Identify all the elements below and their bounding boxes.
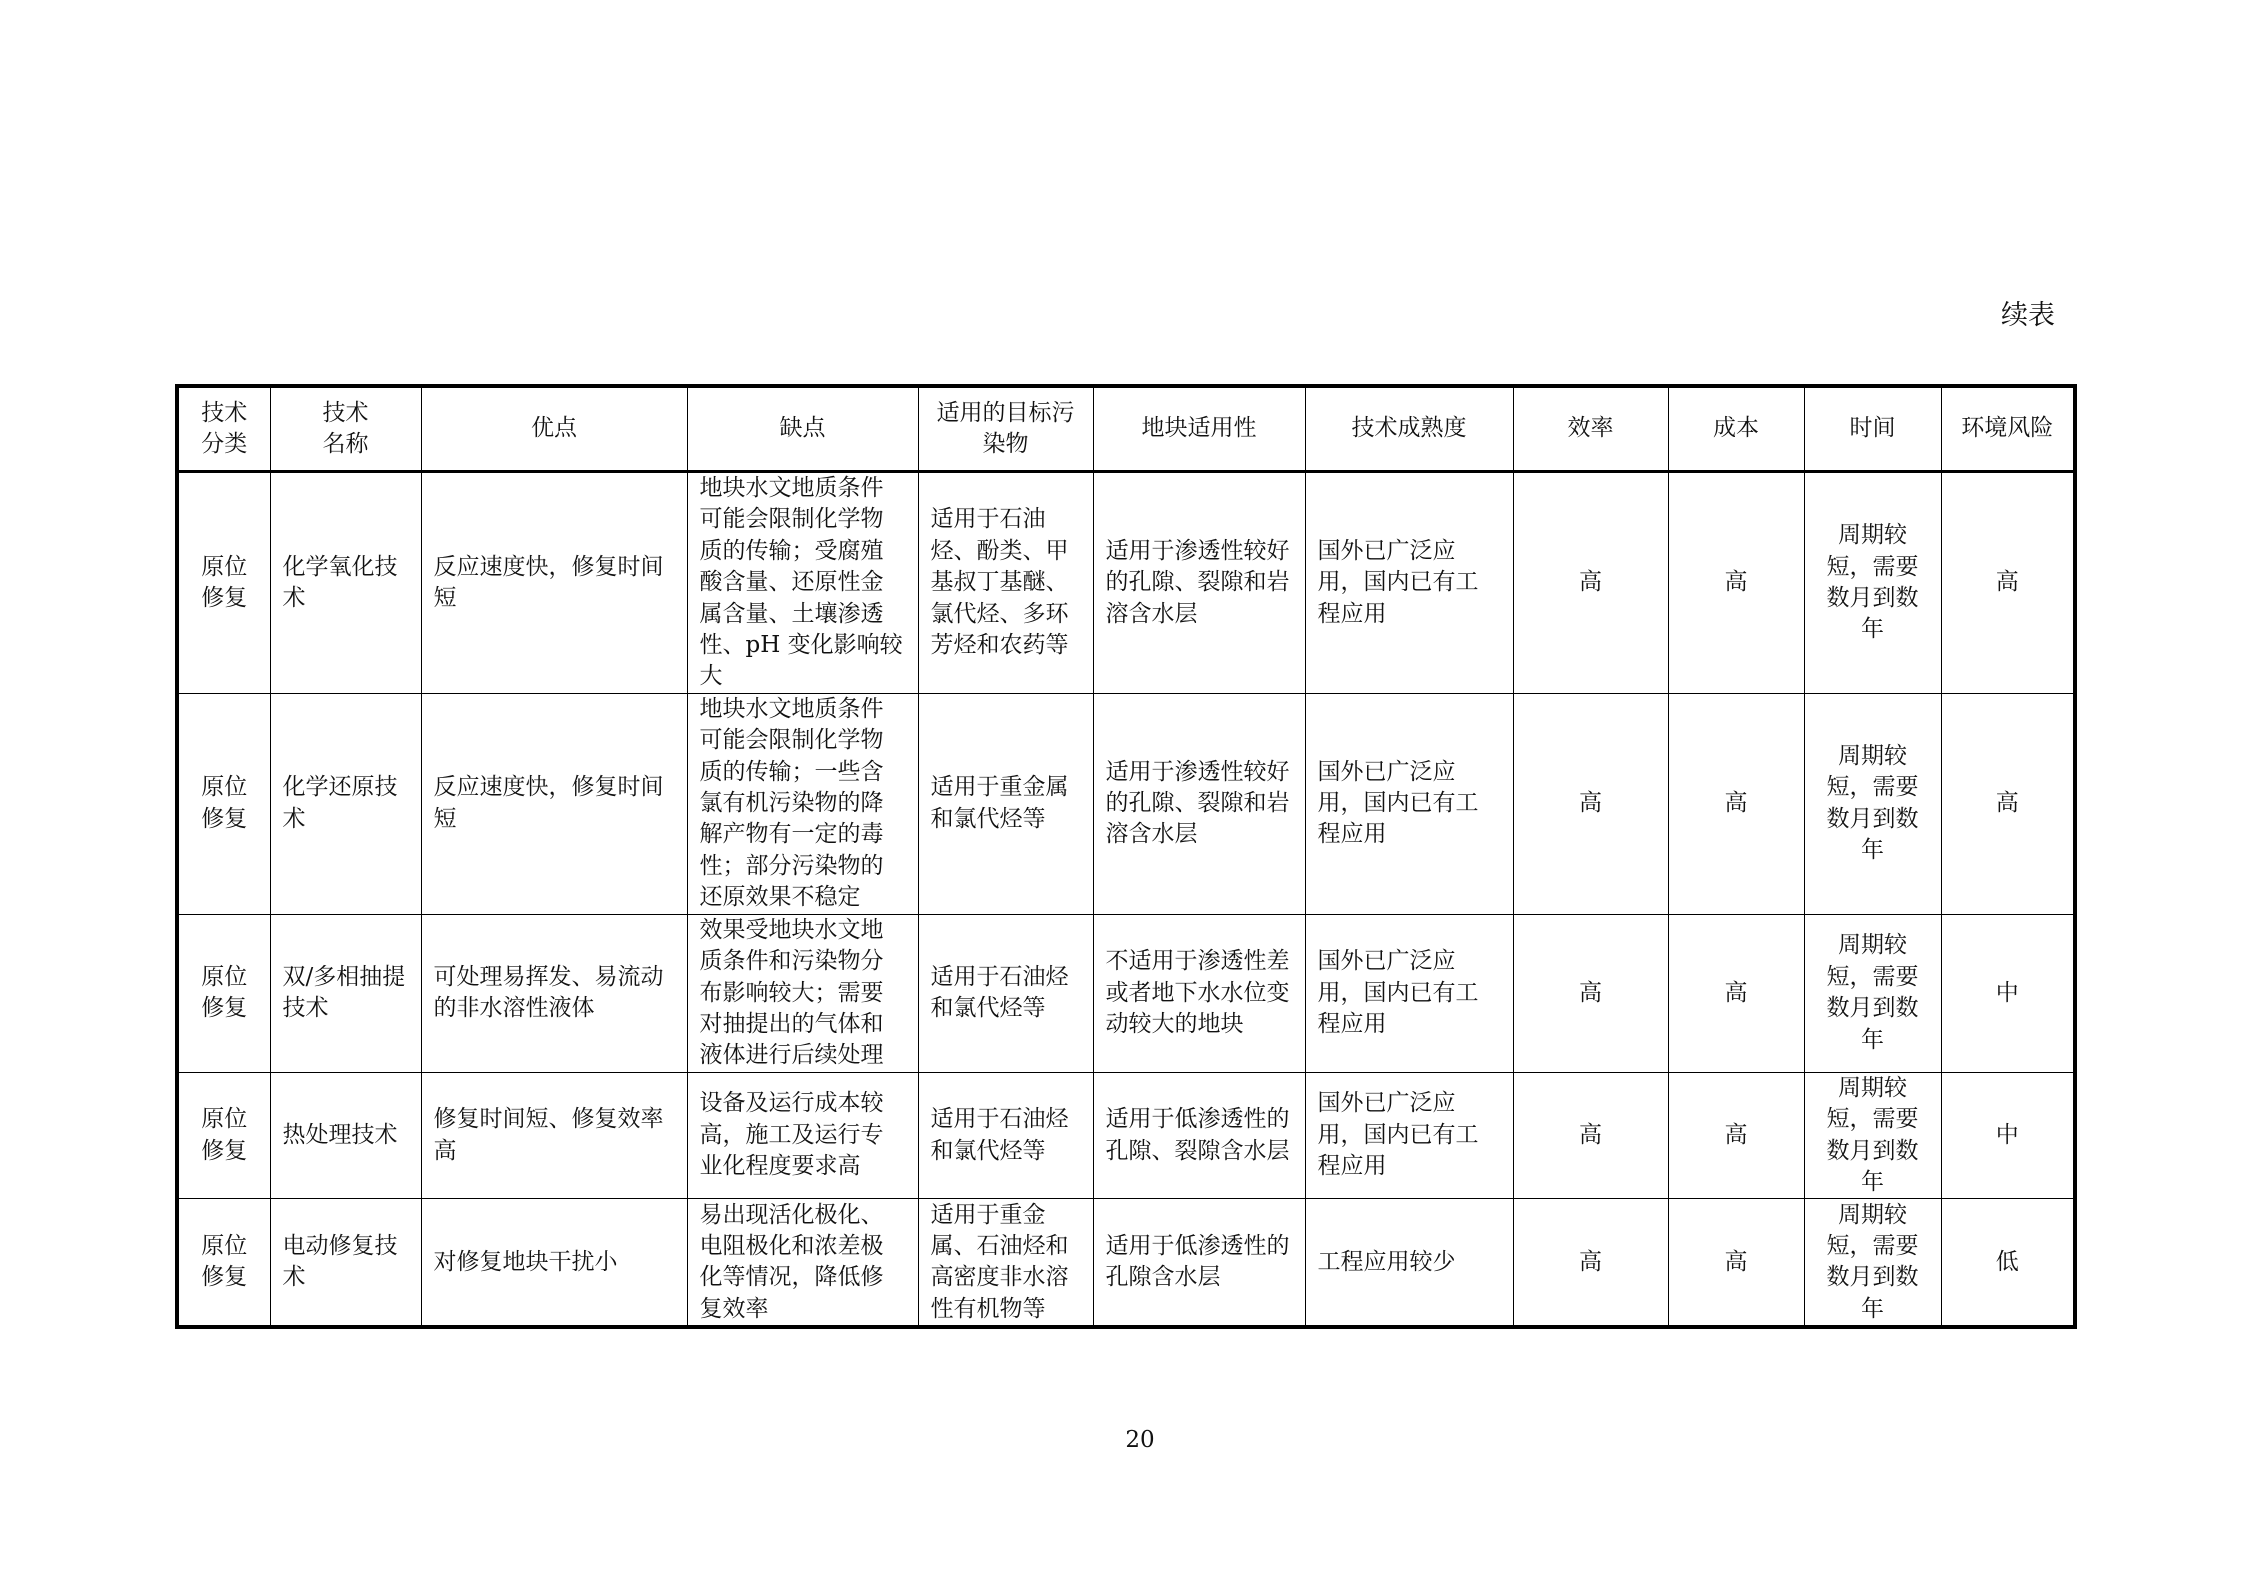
page-number: 20: [1125, 1427, 1155, 1453]
cell-maturity: 国外已广泛应用，国内已有工程应用: [1305, 693, 1513, 914]
cell-environmental-risk: 中: [1941, 1072, 2075, 1199]
cell-environmental-risk: 低: [1941, 1199, 2075, 1328]
cell-maturity: 国外已广泛应用，国内已有工程应用: [1305, 914, 1513, 1072]
cell-advantages: 修复时间短、修复效率高: [421, 1072, 687, 1199]
cell-maturity: 工程应用较少: [1305, 1199, 1513, 1328]
cell-name: 电动修复技术: [270, 1199, 421, 1328]
cell-target-pollutants: 适用于重金属和氯代烃等: [918, 693, 1093, 914]
cell-site-applicability: 适用于低渗透性的孔隙、裂隙含水层: [1093, 1072, 1305, 1199]
cell-efficiency: 高: [1513, 1072, 1668, 1199]
cell-time: 周期较短，需要数月到数年: [1804, 1072, 1941, 1199]
cell-cost: 高: [1668, 914, 1804, 1072]
header-cost: 成本: [1668, 386, 1804, 472]
table-row: [177, 1199, 2075, 1328]
cell-site-applicability: 适用于渗透性较好的孔隙、裂隙和岩溶含水层: [1093, 693, 1305, 914]
cell-disadvantages: 设备及运行成本较高，施工及运行专业化程度要求高: [687, 1072, 918, 1199]
cell-maturity: 国外已广泛应用，国内已有工程应用: [1305, 1072, 1513, 1199]
header-site-applicability: 地块适用性: [1093, 386, 1305, 472]
cell-disadvantages: 地块水文地质条件可能会限制化学物质的传输；一些含氯有机污染物的降解产物有一定的毒性；部分污染物的还原效果不稳定: [687, 693, 918, 914]
cell-target-pollutants: 适用于石油烃和氯代烃等: [918, 1072, 1093, 1199]
cell-efficiency: 高: [1513, 472, 1668, 694]
cell-name: 双/多相抽提技术: [270, 914, 421, 1072]
cell-time: 周期较短，需要数月到数年: [1804, 914, 1941, 1072]
header-efficiency: 效率: [1513, 386, 1668, 472]
cell-advantages: 反应速度快，修复时间短: [421, 693, 687, 914]
cell-category: 原位修复: [177, 1072, 270, 1199]
cell-target-pollutants: 适用于石油烃、酚类、甲基叔丁基醚、氯代烃、多环芳烃和农药等: [918, 472, 1093, 694]
cell-time: 周期较短，需要数月到数年: [1804, 472, 1941, 694]
table-row: [177, 1072, 2075, 1199]
cell-cost: 高: [1668, 1072, 1804, 1199]
cell-disadvantages: 易出现活化极化、电阻极化和浓差极化等情况，降低修复效率: [687, 1199, 918, 1328]
cell-maturity: 国外已广泛应用，国内已有工程应用: [1305, 472, 1513, 694]
header-environmental-risk: 环境风险: [1941, 386, 2075, 472]
cell-category: 原位修复: [177, 472, 270, 694]
header-maturity: 技术成熟度: [1305, 386, 1513, 472]
cell-site-applicability: 适用于渗透性较好的孔隙、裂隙和岩溶含水层: [1093, 472, 1305, 694]
cell-advantages: 对修复地块干扰小: [421, 1199, 687, 1328]
header-advantages: 优点: [421, 386, 687, 472]
cell-disadvantages: 效果受地块水文地质条件和污染物分布影响较大；需要对抽提出的气体和液体进行后续处理: [687, 914, 918, 1072]
table-row: [177, 472, 2075, 694]
cell-advantages: 反应速度快，修复时间短: [421, 472, 687, 694]
cell-efficiency: 高: [1513, 914, 1668, 1072]
cell-target-pollutants: 适用于重金属、石油烃和高密度非水溶性有机物等: [918, 1199, 1093, 1328]
cell-name: 化学氧化技术: [270, 472, 421, 694]
cell-disadvantages: 地块水文地质条件可能会限制化学物质的传输；受腐殖酸含量、还原性金属含量、土壤渗透性、pH 变化影响较大: [687, 472, 918, 694]
cell-cost: 高: [1668, 1199, 1804, 1328]
header-category: 技术 分类: [177, 386, 270, 472]
remediation-technology-table: [175, 384, 2077, 1329]
cell-site-applicability: 不适用于渗透性差或者地下水水位变动较大的地块: [1093, 914, 1305, 1072]
cell-time: 周期较短，需要数月到数年: [1804, 693, 1941, 914]
header-target-pollutants: 适用的目标污 染物: [918, 386, 1093, 472]
cell-site-applicability: 适用于低渗透性的孔隙含水层: [1093, 1199, 1305, 1328]
cell-name: 化学还原技术: [270, 693, 421, 914]
table-row: [177, 693, 2075, 914]
cell-environmental-risk: 高: [1941, 693, 2075, 914]
cell-advantages: 可处理易挥发、易流动的非水溶性液体: [421, 914, 687, 1072]
table-header-row: [177, 386, 2075, 472]
cell-category: 原位修复: [177, 914, 270, 1072]
cell-environmental-risk: 高: [1941, 472, 2075, 694]
table-row: [177, 914, 2075, 1072]
cell-efficiency: 高: [1513, 693, 1668, 914]
cell-environmental-risk: 中: [1941, 914, 2075, 1072]
cell-time: 周期较短，需要数月到数年: [1804, 1199, 1941, 1328]
cell-target-pollutants: 适用于石油烃和氯代烃等: [918, 914, 1093, 1072]
continued-table-label: 续表: [2001, 300, 2055, 331]
cell-category: 原位修复: [177, 1199, 270, 1328]
cell-cost: 高: [1668, 693, 1804, 914]
header-name: 技术 名称: [270, 386, 421, 472]
header-time: 时间: [1804, 386, 1941, 472]
cell-cost: 高: [1668, 472, 1804, 694]
header-disadvantages: 缺点: [687, 386, 918, 472]
cell-name: 热处理技术: [270, 1072, 421, 1199]
cell-efficiency: 高: [1513, 1199, 1668, 1328]
cell-category: 原位修复: [177, 693, 270, 914]
